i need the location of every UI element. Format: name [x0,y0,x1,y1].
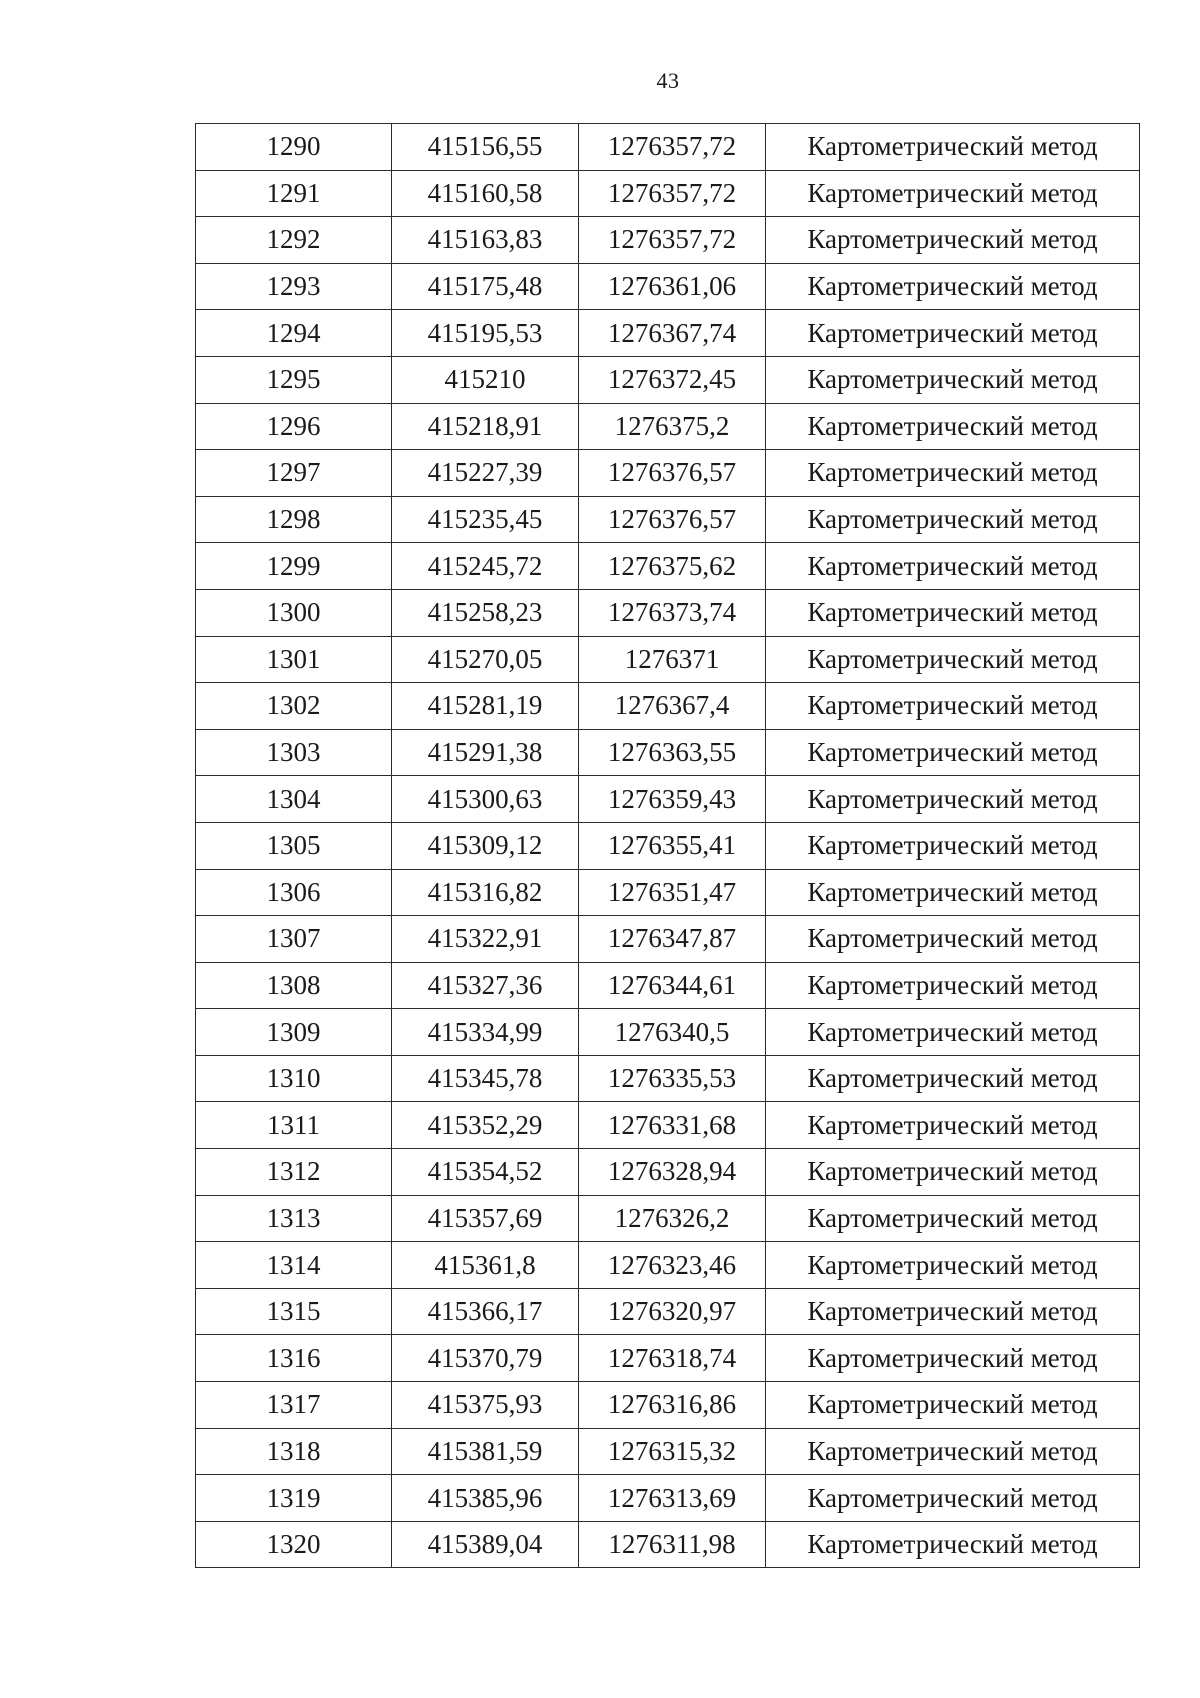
x-coordinate-cell: 415385,96 [392,1475,579,1522]
method-cell: Картометрический метод [766,1475,1140,1522]
x-coordinate-cell: 415366,17 [392,1288,579,1335]
method-cell: Картометрический метод [766,1288,1140,1335]
y-coordinate-cell: 1276357,72 [579,170,766,217]
method-cell: Картометрический метод [766,450,1140,497]
method-cell: Картометрический метод [766,124,1140,171]
x-coordinate-cell: 415258,23 [392,589,579,636]
x-coordinate-cell: 415175,48 [392,263,579,310]
table-row [196,869,1140,916]
method-cell: Картометрический метод [766,589,1140,636]
point-number-cell: 1298 [196,496,392,543]
y-coordinate-cell: 1276340,5 [579,1009,766,1056]
table-row [196,124,1140,171]
method-cell: Картометрический метод [766,310,1140,357]
table-row [196,1055,1140,1102]
method-cell: Картометрический метод [766,1521,1140,1568]
table-row [196,403,1140,450]
table-row [196,1288,1140,1335]
x-coordinate-cell: 415227,39 [392,450,579,497]
x-coordinate-cell: 415354,52 [392,1149,579,1196]
point-number-cell: 1316 [196,1335,392,1382]
x-coordinate-cell: 415327,36 [392,962,579,1009]
method-cell: Картометрический метод [766,962,1140,1009]
table-row [196,496,1140,543]
y-coordinate-cell: 1276318,74 [579,1335,766,1382]
point-number-cell: 1303 [196,729,392,776]
x-coordinate-cell: 415334,99 [392,1009,579,1056]
y-coordinate-cell: 1276328,94 [579,1149,766,1196]
y-coordinate-cell: 1276326,2 [579,1195,766,1242]
table-row [196,1335,1140,1382]
table-row [196,1382,1140,1429]
method-cell: Картометрический метод [766,1149,1140,1196]
table-row [196,729,1140,776]
table-row [196,822,1140,869]
method-cell: Картометрический метод [766,356,1140,403]
table-row [196,916,1140,963]
point-number-cell: 1290 [196,124,392,171]
method-cell: Картометрический метод [766,1382,1140,1429]
method-cell: Картометрический метод [766,496,1140,543]
point-number-cell: 1291 [196,170,392,217]
table-row [196,1521,1140,1568]
table-row [196,217,1140,264]
y-coordinate-cell: 1276357,72 [579,217,766,264]
coordinates-table-body [196,124,1140,1568]
x-coordinate-cell: 415381,59 [392,1428,579,1475]
table-row [196,170,1140,217]
table-row [196,263,1140,310]
method-cell: Картометрический метод [766,1195,1140,1242]
point-number-cell: 1314 [196,1242,392,1289]
y-coordinate-cell: 1276372,45 [579,356,766,403]
y-coordinate-cell: 1276359,43 [579,776,766,823]
table-row [196,450,1140,497]
point-number-cell: 1312 [196,1149,392,1196]
x-coordinate-cell: 415163,83 [392,217,579,264]
method-cell: Картометрический метод [766,403,1140,450]
y-coordinate-cell: 1276335,53 [579,1055,766,1102]
point-number-cell: 1292 [196,217,392,264]
method-cell: Картометрический метод [766,683,1140,730]
table-row [196,1149,1140,1196]
point-number-cell: 1305 [196,822,392,869]
table-row [196,543,1140,590]
y-coordinate-cell: 1276331,68 [579,1102,766,1149]
table-row [196,1009,1140,1056]
point-number-cell: 1301 [196,636,392,683]
table-row [196,1428,1140,1475]
method-cell: Картометрический метод [766,263,1140,310]
x-coordinate-cell: 415345,78 [392,1055,579,1102]
page-number: 43 [656,68,680,93]
x-coordinate-cell: 415281,19 [392,683,579,730]
table-row [196,1102,1140,1149]
x-coordinate-cell: 415361,8 [392,1242,579,1289]
y-coordinate-cell: 1276313,69 [579,1475,766,1522]
table-row [196,636,1140,683]
y-coordinate-cell: 1276376,57 [579,496,766,543]
y-coordinate-cell: 1276355,41 [579,822,766,869]
y-coordinate-cell: 1276375,62 [579,543,766,590]
method-cell: Картометрический метод [766,1428,1140,1475]
coordinates-table [195,123,1140,1568]
y-coordinate-cell: 1276315,32 [579,1428,766,1475]
y-coordinate-cell: 1276373,74 [579,589,766,636]
method-cell: Картометрический метод [766,1102,1140,1149]
point-number-cell: 1318 [196,1428,392,1475]
point-number-cell: 1300 [196,589,392,636]
y-coordinate-cell: 1276311,98 [579,1521,766,1568]
table-row [196,1242,1140,1289]
method-cell: Картометрический метод [766,916,1140,963]
point-number-cell: 1294 [196,310,392,357]
y-coordinate-cell: 1276323,46 [579,1242,766,1289]
table-row [196,1195,1140,1242]
y-coordinate-cell: 1276367,74 [579,310,766,357]
point-number-cell: 1310 [196,1055,392,1102]
y-coordinate-cell: 1276347,87 [579,916,766,963]
x-coordinate-cell: 415370,79 [392,1335,579,1382]
x-coordinate-cell: 415389,04 [392,1521,579,1568]
method-cell: Картометрический метод [766,1335,1140,1382]
y-coordinate-cell: 1276367,4 [579,683,766,730]
x-coordinate-cell: 415316,82 [392,869,579,916]
table-row [196,310,1140,357]
y-coordinate-cell: 1276320,97 [579,1288,766,1335]
point-number-cell: 1307 [196,916,392,963]
method-cell: Картометрический метод [766,543,1140,590]
point-number-cell: 1306 [196,869,392,916]
table-row [196,1475,1140,1522]
method-cell: Картометрический метод [766,217,1140,264]
method-cell: Картометрический метод [766,636,1140,683]
point-number-cell: 1296 [196,403,392,450]
method-cell: Картометрический метод [766,776,1140,823]
y-coordinate-cell: 1276316,86 [579,1382,766,1429]
table-row [196,776,1140,823]
point-number-cell: 1320 [196,1521,392,1568]
point-number-cell: 1317 [196,1382,392,1429]
point-number-cell: 1293 [196,263,392,310]
x-coordinate-cell: 415245,72 [392,543,579,590]
y-coordinate-cell: 1276375,2 [579,403,766,450]
method-cell: Картометрический метод [766,1055,1140,1102]
x-coordinate-cell: 415375,93 [392,1382,579,1429]
x-coordinate-cell: 415156,55 [392,124,579,171]
y-coordinate-cell: 1276351,47 [579,869,766,916]
point-number-cell: 1309 [196,1009,392,1056]
method-cell: Картометрический метод [766,822,1140,869]
y-coordinate-cell: 1276363,55 [579,729,766,776]
y-coordinate-cell: 1276361,06 [579,263,766,310]
method-cell: Картометрический метод [766,869,1140,916]
method-cell: Картометрический метод [766,170,1140,217]
x-coordinate-cell: 415160,58 [392,170,579,217]
y-coordinate-cell: 1276371 [579,636,766,683]
method-cell: Картометрический метод [766,1242,1140,1289]
y-coordinate-cell: 1276344,61 [579,962,766,1009]
method-cell: Картометрический метод [766,729,1140,776]
x-coordinate-cell: 415357,69 [392,1195,579,1242]
point-number-cell: 1311 [196,1102,392,1149]
x-coordinate-cell: 415195,53 [392,310,579,357]
x-coordinate-cell: 415322,91 [392,916,579,963]
x-coordinate-cell: 415235,45 [392,496,579,543]
point-number-cell: 1297 [196,450,392,497]
point-number-cell: 1319 [196,1475,392,1522]
point-number-cell: 1302 [196,683,392,730]
x-coordinate-cell: 415291,38 [392,729,579,776]
table-row [196,589,1140,636]
point-number-cell: 1299 [196,543,392,590]
point-number-cell: 1315 [196,1288,392,1335]
point-number-cell: 1308 [196,962,392,1009]
y-coordinate-cell: 1276376,57 [579,450,766,497]
x-coordinate-cell: 415300,63 [392,776,579,823]
point-number-cell: 1313 [196,1195,392,1242]
x-coordinate-cell: 415270,05 [392,636,579,683]
point-number-cell: 1304 [196,776,392,823]
point-number-cell: 1295 [196,356,392,403]
x-coordinate-cell: 415218,91 [392,403,579,450]
table-row [196,962,1140,1009]
x-coordinate-cell: 415352,29 [392,1102,579,1149]
x-coordinate-cell: 415210 [392,356,579,403]
table-row [196,356,1140,403]
table-row [196,683,1140,730]
method-cell: Картометрический метод [766,1009,1140,1056]
y-coordinate-cell: 1276357,72 [579,124,766,171]
x-coordinate-cell: 415309,12 [392,822,579,869]
